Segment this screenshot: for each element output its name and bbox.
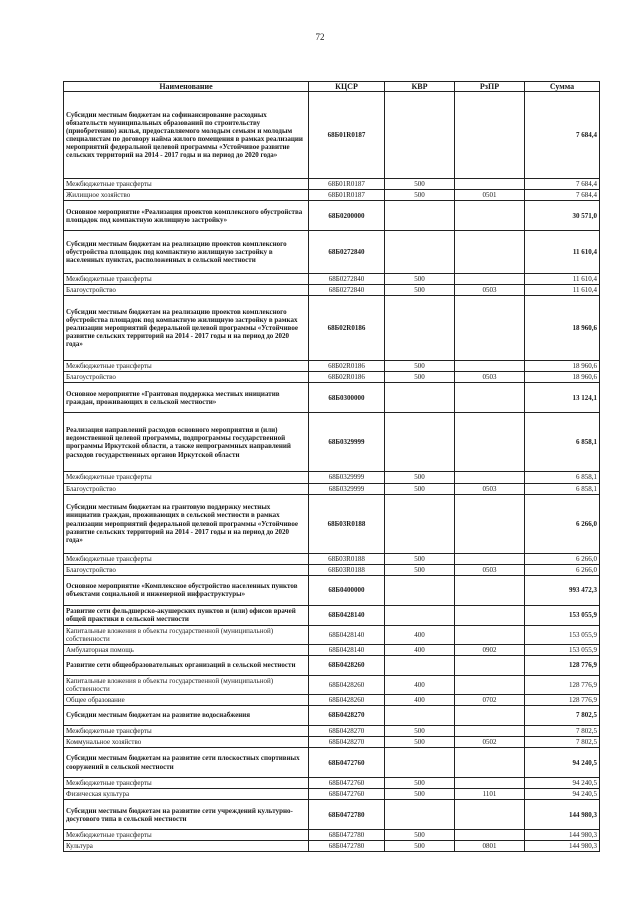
row-code: 68Б0428260: [309, 675, 385, 694]
row-sum: 144 980,3: [525, 830, 600, 841]
row-rzpr: [455, 800, 525, 830]
row-name: Жилищное хозяйство: [64, 190, 309, 201]
row-rzpr: 0503: [455, 285, 525, 296]
row-sum: 11 610,4: [525, 231, 600, 274]
table-row: [64, 179, 600, 190]
table-row: [64, 841, 600, 852]
row-name: Общее образование: [64, 694, 309, 705]
row-code: 68Б01R0187: [309, 190, 385, 201]
row-rzpr: [455, 605, 525, 625]
row-name: Межбюджетные трансферты: [64, 778, 309, 789]
row-rzpr: [455, 830, 525, 841]
row-kvr: 500: [385, 285, 455, 296]
table-row: [64, 748, 600, 778]
row-kvr: 500: [385, 830, 455, 841]
row-code: 68Б0472760: [309, 789, 385, 800]
row-rzpr: 0801: [455, 841, 525, 852]
row-code: 68Б0329999: [309, 472, 385, 483]
row-kvr: [385, 296, 455, 361]
table-row: [64, 705, 600, 725]
row-sum: 13 124,1: [525, 383, 600, 413]
budget-table: [63, 81, 600, 852]
row-name: Межбюджетные трансферты: [64, 553, 309, 564]
table-row: [64, 789, 600, 800]
table-row: [64, 694, 600, 705]
row-kvr: [385, 655, 455, 675]
row-kvr: 500: [385, 725, 455, 736]
row-rzpr: [455, 413, 525, 472]
row-rzpr: 0502: [455, 736, 525, 747]
page-number: 72: [315, 32, 325, 42]
table-row: [64, 725, 600, 736]
row-name: Коммунальное хозяйство: [64, 736, 309, 747]
row-code: 68Б02R0186: [309, 361, 385, 372]
row-rzpr: [455, 361, 525, 372]
table-row: [64, 231, 600, 274]
row-rzpr: [455, 725, 525, 736]
table-row: [64, 494, 600, 553]
row-code: 68Б03R0188: [309, 553, 385, 564]
row-name: Субсидии местным бюджетам на развитие сети учреждений культурно-досугового типа в сельской местности: [64, 800, 309, 830]
row-rzpr: [455, 231, 525, 274]
row-rzpr: [455, 625, 525, 644]
row-name: Основное мероприятие «Реализация проектов комплексного обустройства площадок под компактную жилищную застройку»: [64, 201, 309, 231]
row-name: Субсидии местным бюджетам на софинансирование расходных обязательств муниципальных образований по строительству (приобретению) жилья, предоставляемого молодым семьям и молодым специалистам по договору найма жилого помещения в рамках реализации мероприятий федеральной целевой программы «Устойчивое развитие сельских территорий на 2014 - 2017 годы и на период до 2020 года»: [64, 92, 309, 179]
row-name: Межбюджетные трансферты: [64, 725, 309, 736]
header-name: Наименование: [64, 82, 309, 92]
row-sum: 18 960,6: [525, 296, 600, 361]
row-code: 68Б0428270: [309, 705, 385, 725]
row-code: 68Б03R0188: [309, 564, 385, 575]
row-rzpr: [455, 472, 525, 483]
row-name: Благоустройство: [64, 285, 309, 296]
row-kvr: 500: [385, 361, 455, 372]
row-code: 68Б0472780: [309, 841, 385, 852]
row-kvr: 500: [385, 789, 455, 800]
row-name: Субсидии местным бюджетам на развитие сети плоскостных спортивных сооружений в сельской местности: [64, 748, 309, 778]
row-rzpr: [455, 575, 525, 605]
row-rzpr: [455, 92, 525, 179]
row-name: Культура: [64, 841, 309, 852]
header-sum: Сумма: [525, 82, 600, 92]
row-kvr: [385, 231, 455, 274]
row-rzpr: 0501: [455, 190, 525, 201]
row-code: 68Б0472780: [309, 800, 385, 830]
row-kvr: 400: [385, 644, 455, 655]
row-kvr: [385, 383, 455, 413]
row-sum: 7 802,5: [525, 725, 600, 736]
row-name: Межбюджетные трансферты: [64, 361, 309, 372]
row-kvr: [385, 494, 455, 553]
row-sum: 6 858,1: [525, 472, 600, 483]
row-rzpr: [455, 778, 525, 789]
row-name: Развитие сети общеобразовательных организаций в сельской местности: [64, 655, 309, 675]
row-name: Развитие сети фельдшерско-акушерских пунктов и (или) офисов врачей общей практики в сельской местности: [64, 605, 309, 625]
row-rzpr: [455, 201, 525, 231]
table-row: [64, 201, 600, 231]
row-code: 68Б0272840: [309, 274, 385, 285]
row-code: 68Б0329999: [309, 413, 385, 472]
row-rzpr: [455, 705, 525, 725]
row-kvr: 500: [385, 553, 455, 564]
row-rzpr: 0503: [455, 372, 525, 383]
row-kvr: [385, 605, 455, 625]
row-sum: 144 980,3: [525, 841, 600, 852]
row-code: 68Б0428260: [309, 694, 385, 705]
row-name: Благоустройство: [64, 483, 309, 494]
row-name: Реализация направлений расходов основного мероприятия и (или) ведомственной целевой программы, подпрограммы государственной программы Иркутской области, а также непрограммных направлений расходов государственных органов Иркутской области: [64, 413, 309, 472]
row-name: Основное мероприятие «Комплексное обустройство населенных пунктов объектами социальной и инженерной инфраструктуры»: [64, 575, 309, 605]
row-kvr: 500: [385, 841, 455, 852]
row-sum: 30 571,0: [525, 201, 600, 231]
table-row: [64, 736, 600, 747]
row-rzpr: 0702: [455, 694, 525, 705]
row-code: 68Б0428140: [309, 625, 385, 644]
table-row: [64, 92, 600, 179]
row-code: 68Б0472760: [309, 778, 385, 789]
row-kvr: 500: [385, 778, 455, 789]
row-code: 68Б0272840: [309, 285, 385, 296]
row-code: 68Б02R0186: [309, 296, 385, 361]
row-name: Капитальные вложения в объекты государственной (муниципальной) собственности: [64, 675, 309, 694]
row-sum: 11 610,4: [525, 274, 600, 285]
row-name: Капитальные вложения в объекты государственной (муниципальной) собственности: [64, 625, 309, 644]
table-row: [64, 830, 600, 841]
row-sum: 128 776,9: [525, 675, 600, 694]
row-kvr: 500: [385, 564, 455, 575]
row-name: Субсидии местным бюджетам на реализацию проектов комплексного обустройства площадок под компактную жилищную застройку в населенных пунктах, расположенных в сельской местности: [64, 231, 309, 274]
row-code: 68Б0472780: [309, 830, 385, 841]
row-rzpr: [455, 494, 525, 553]
row-name: Субсидии местным бюджетам на развитие водоснабжения: [64, 705, 309, 725]
row-kvr: [385, 705, 455, 725]
row-name: Субсидии местным бюджетам на реализацию проектов комплексного обустройства площадок под компактную жилищную застройку в рамках реализации мероприятий федеральной целевой программы «Устойчивое развитие сельских территорий на 2014 - 2017 годы и на период до 2020 года»: [64, 296, 309, 361]
row-sum: 153 055,9: [525, 644, 600, 655]
row-name: Основное мероприятие «Грантовая поддержка местных инициатив граждан, проживающих в сельской местности»: [64, 383, 309, 413]
row-rzpr: [455, 748, 525, 778]
row-sum: 128 776,9: [525, 694, 600, 705]
row-code: 68Б0329999: [309, 483, 385, 494]
row-rzpr: 1101: [455, 789, 525, 800]
row-kvr: 400: [385, 694, 455, 705]
table-row: [64, 190, 600, 201]
row-code: 68Б0472760: [309, 748, 385, 778]
row-kvr: [385, 748, 455, 778]
table-row: [64, 483, 600, 494]
row-code: 68Б0400000: [309, 575, 385, 605]
table-row: [64, 675, 600, 694]
table-row: [64, 644, 600, 655]
row-name: Физическая культура: [64, 789, 309, 800]
row-sum: 11 610,4: [525, 285, 600, 296]
row-sum: 94 240,5: [525, 789, 600, 800]
row-kvr: 500: [385, 179, 455, 190]
row-sum: 993 472,3: [525, 575, 600, 605]
row-kvr: 500: [385, 190, 455, 201]
row-sum: 18 960,6: [525, 361, 600, 372]
row-code: 68Б0428270: [309, 736, 385, 747]
row-kvr: [385, 575, 455, 605]
row-code: 68Б0428270: [309, 725, 385, 736]
header-kvr: КВР: [385, 82, 455, 92]
table-row: [64, 296, 600, 361]
table-row: [64, 575, 600, 605]
row-kvr: 400: [385, 625, 455, 644]
row-name: Межбюджетные трансферты: [64, 472, 309, 483]
row-sum: 94 240,5: [525, 778, 600, 789]
row-rzpr: [455, 383, 525, 413]
table-row: [64, 383, 600, 413]
table-row: [64, 800, 600, 830]
row-sum: 7 684,4: [525, 179, 600, 190]
table-row: [64, 564, 600, 575]
row-kvr: 500: [385, 372, 455, 383]
row-rzpr: [455, 179, 525, 190]
row-sum: 6 266,0: [525, 494, 600, 553]
row-kvr: [385, 413, 455, 472]
row-code: 68Б0428140: [309, 605, 385, 625]
row-sum: 7 802,5: [525, 736, 600, 747]
row-sum: 18 960,6: [525, 372, 600, 383]
row-code: 68Б0200000: [309, 201, 385, 231]
row-code: 68Б01R0187: [309, 92, 385, 179]
header-rzpr: РзПР: [455, 82, 525, 92]
row-sum: 144 980,3: [525, 800, 600, 830]
row-sum: 6 266,0: [525, 564, 600, 575]
row-code: 68Б0272840: [309, 231, 385, 274]
row-rzpr: 0503: [455, 564, 525, 575]
row-sum: 7 802,5: [525, 705, 600, 725]
table-header-row: [64, 82, 600, 92]
row-rzpr: [455, 655, 525, 675]
table-row: [64, 605, 600, 625]
row-code: 68Б0428140: [309, 644, 385, 655]
row-sum: 6 858,1: [525, 483, 600, 494]
row-name: Межбюджетные трансферты: [64, 274, 309, 285]
row-name: Межбюджетные трансферты: [64, 830, 309, 841]
row-sum: 6 858,1: [525, 413, 600, 472]
row-name: Благоустройство: [64, 564, 309, 575]
table-row: [64, 361, 600, 372]
row-name: Межбюджетные трансферты: [64, 179, 309, 190]
row-sum: 6 266,0: [525, 553, 600, 564]
row-code: 68Б03R0188: [309, 494, 385, 553]
row-kvr: 500: [385, 274, 455, 285]
row-rzpr: [455, 675, 525, 694]
row-kvr: 500: [385, 472, 455, 483]
row-kvr: 500: [385, 736, 455, 747]
row-rzpr: 0503: [455, 483, 525, 494]
row-name: Субсидии местным бюджетам на грантовую поддержку местных инициатив граждан, проживающих в сельской местности в рамках реализации мероприятий федеральной целевой программы «Устойчивое развитие сельских территорий на 2014 - 2017 годы и на период до 2020 года»: [64, 494, 309, 553]
row-kvr: 500: [385, 483, 455, 494]
table-row: [64, 372, 600, 383]
row-kvr: [385, 92, 455, 179]
table-row: [64, 472, 600, 483]
row-rzpr: 0902: [455, 644, 525, 655]
row-sum: 7 684,4: [525, 190, 600, 201]
row-sum: 94 240,5: [525, 748, 600, 778]
row-kvr: [385, 201, 455, 231]
row-name: Амбулаторная помощь: [64, 644, 309, 655]
row-rzpr: [455, 274, 525, 285]
row-rzpr: [455, 296, 525, 361]
row-kvr: [385, 800, 455, 830]
row-sum: 128 776,9: [525, 655, 600, 675]
row-sum: 153 055,9: [525, 605, 600, 625]
row-name: Благоустройство: [64, 372, 309, 383]
row-code: 68Б02R0186: [309, 372, 385, 383]
row-rzpr: [455, 553, 525, 564]
table-row: [64, 285, 600, 296]
table-row: [64, 274, 600, 285]
table-body: [64, 92, 600, 852]
header-code: КЦСР: [309, 82, 385, 92]
row-sum: 7 684,4: [525, 92, 600, 179]
table-row: [64, 655, 600, 675]
table-row: [64, 778, 600, 789]
row-code: 68Б0300000: [309, 383, 385, 413]
row-sum: 153 055,9: [525, 625, 600, 644]
row-code: 68Б0428260: [309, 655, 385, 675]
table-row: [64, 413, 600, 472]
row-kvr: 400: [385, 675, 455, 694]
row-code: 68Б01R0187: [309, 179, 385, 190]
table-row: [64, 625, 600, 644]
table-row: [64, 553, 600, 564]
